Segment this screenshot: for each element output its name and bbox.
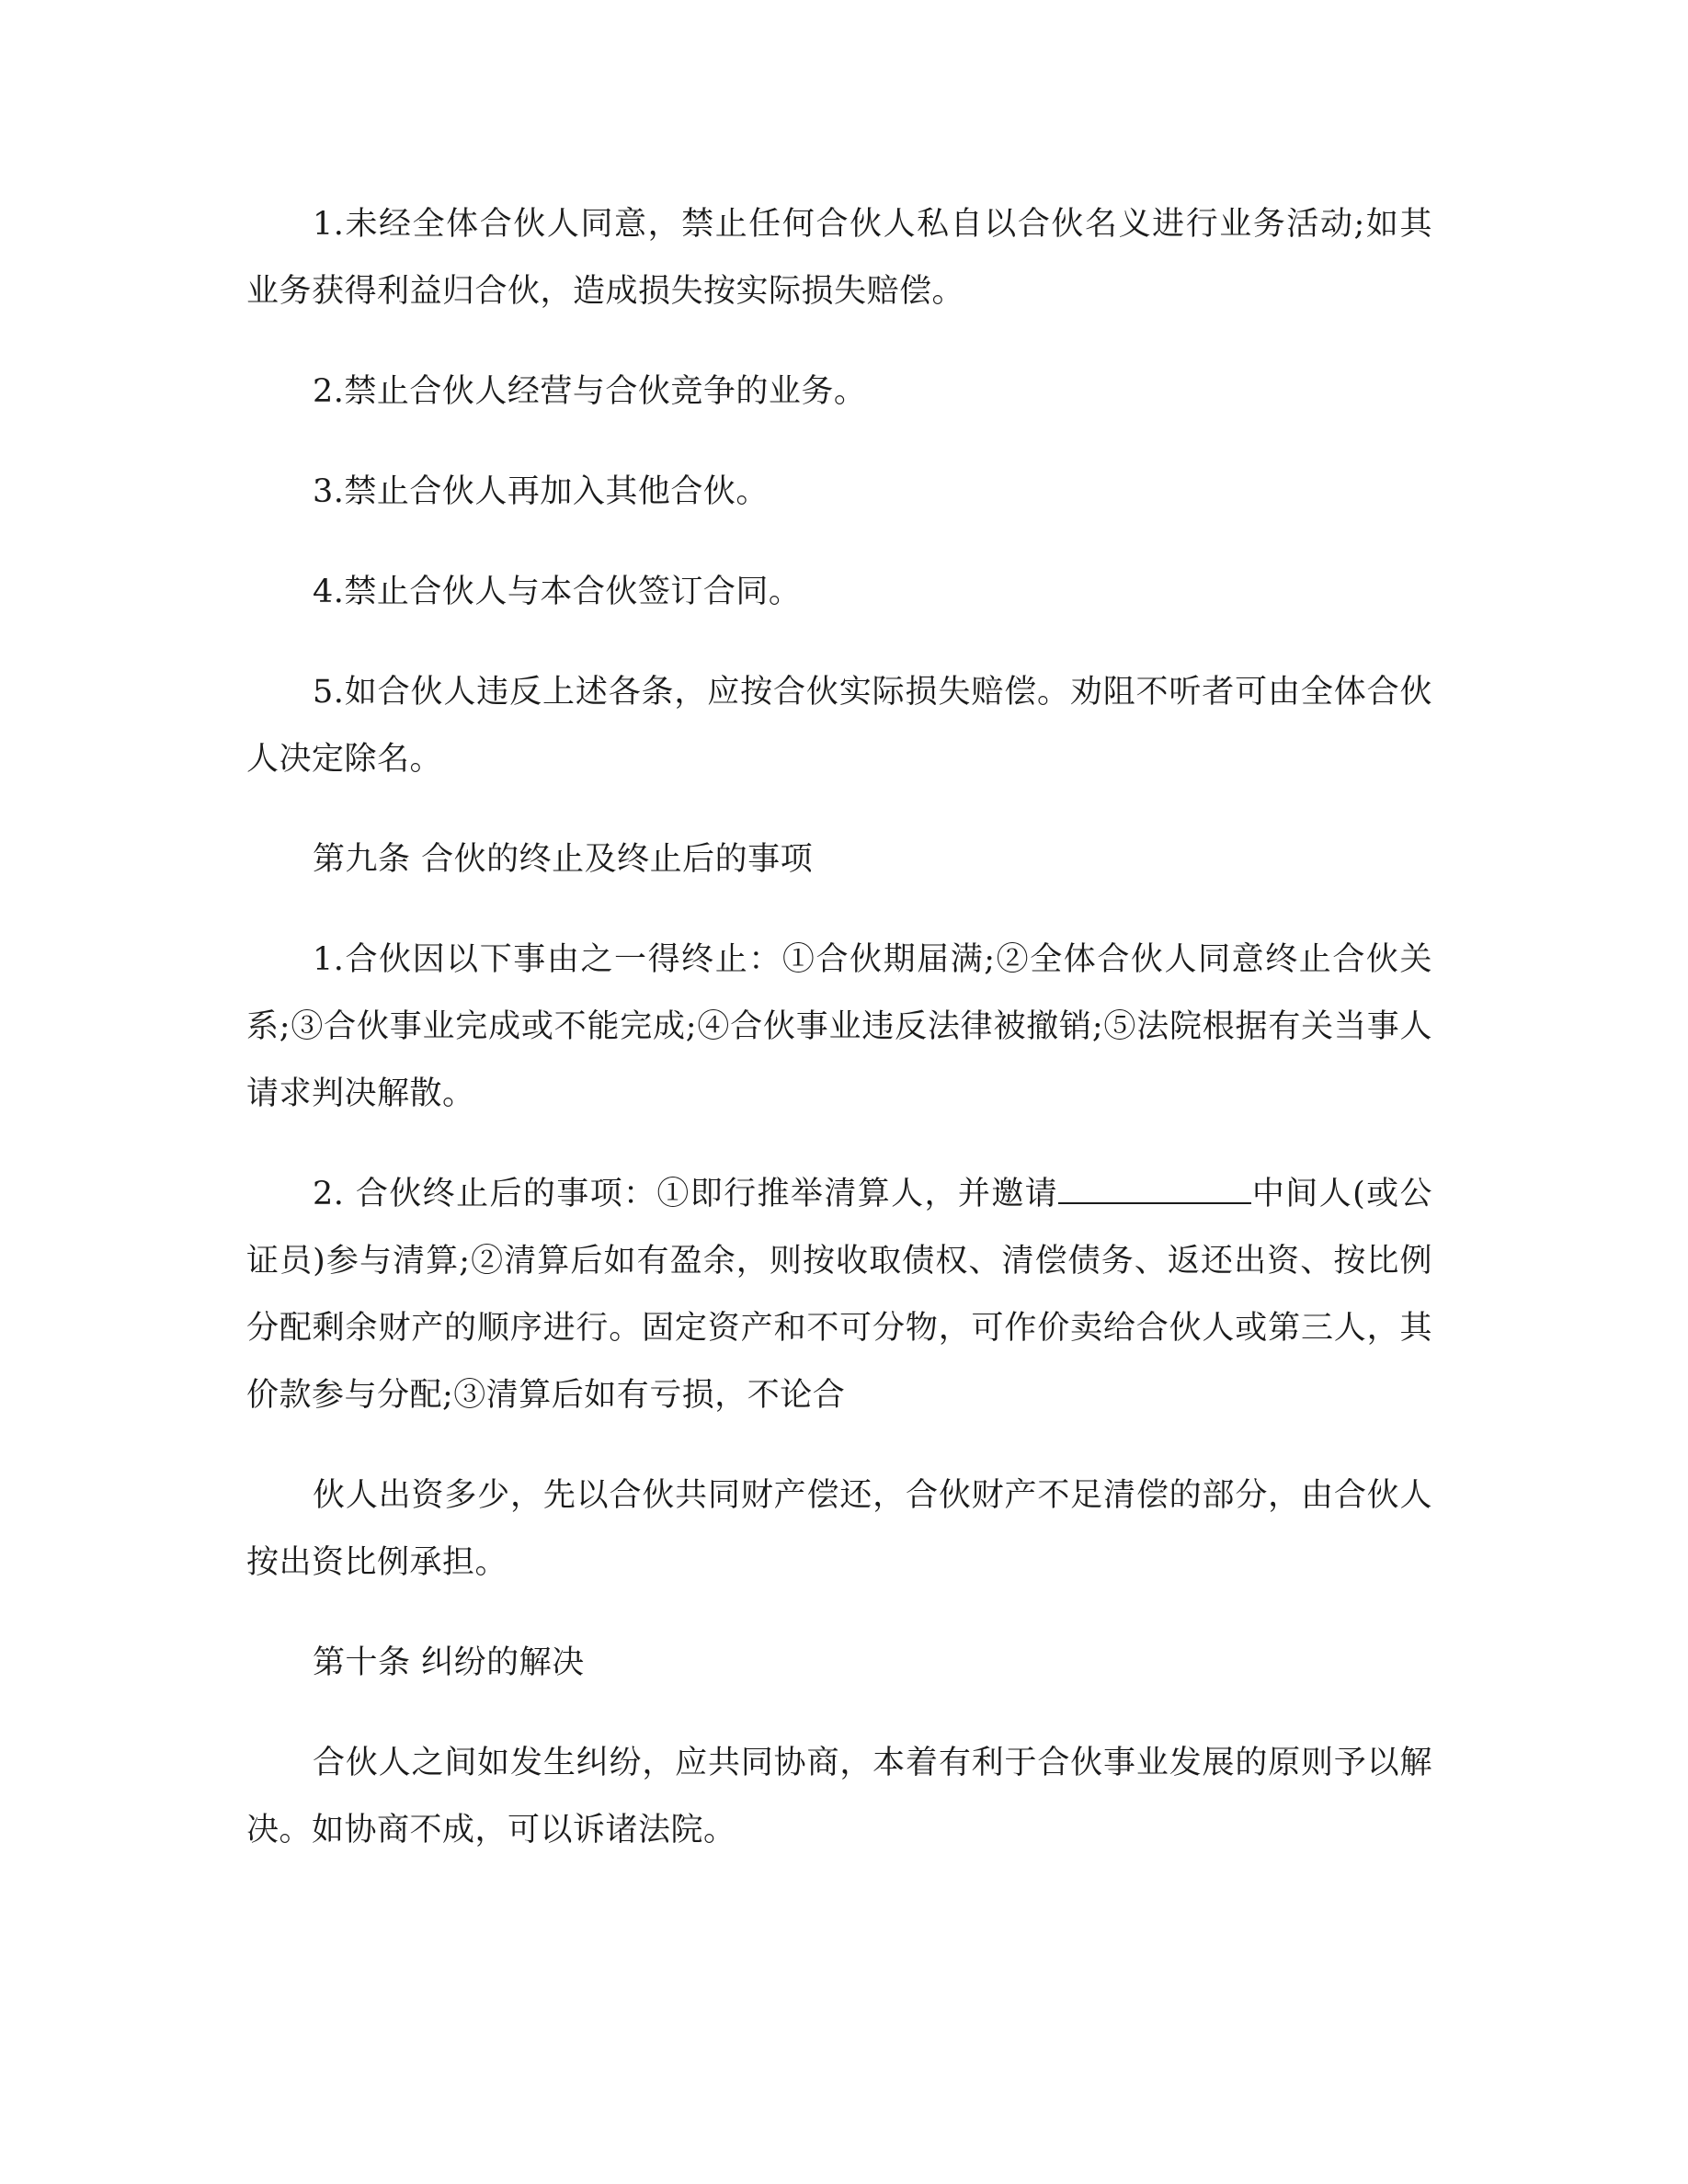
clause-item-2: 2.禁止合伙人经营与合伙竞争的业务。 bbox=[313, 373, 867, 410]
clause-item-3: 3.禁止合伙人再加入其他合伙。 bbox=[313, 473, 769, 510]
article-9-item-2 bbox=[246, 1161, 1432, 1429]
clause-item-5: 5.如合伙人违反上述各条，应按合伙实际损失赔偿。劝阻不听者可由全体合伙人决定除名。 bbox=[246, 674, 1432, 778]
document-body bbox=[246, 191, 1432, 1897]
article-9-item-1: 1.合伙因以下事由之一得终止：①合伙期届满;②全体合伙人同意终止合伙关系;③合伙事业完成或不能完成;④合伙事业违反法律被撤销;⑤法院根据有关当事人请求判决解散。 bbox=[246, 941, 1432, 1112]
clause-item-1: 1.未经全体合伙人同意，禁止任何合伙人私自以合伙名义进行业务活动;如其业务获得利益归合伙，造成损失按实际损失赔偿。 bbox=[246, 206, 1432, 310]
article-10-heading: 第十条 纠纷的解决 bbox=[313, 1644, 585, 1681]
article-10-text: 合伙人之间如发生纠纷，应共同协商，本着有利于合伙事业发展的原则予以解决。如协商不成，可以诉诸法院。 bbox=[246, 1745, 1432, 1848]
fill-in-blank bbox=[1058, 1175, 1251, 1204]
article-9-item-2-text-after: 中间人(或公证员)参与清算;②清算后如有盈余，则按收取债权、清偿债务、返还出资、按比例分配剩余财产的顺序进行。固定资产和不可分物，可作价卖给合伙人或第三人，其价款参与分配;③清算后如有亏损，不论合 bbox=[246, 1176, 1433, 1414]
clause-item-4: 4.禁止合伙人与本合伙签订合同。 bbox=[313, 574, 802, 610]
article-9-item-2-continued: 伙人出资多少，先以合伙共同财产偿还，合伙财产不足清偿的部分，由合伙人按出资比例承担。 bbox=[246, 1477, 1432, 1581]
article-9-item-2-text-before: 2. 合伙终止后的事项：①即行推举清算人，并邀请 bbox=[313, 1176, 1059, 1212]
article-9-heading: 第九条 合伙的终止及终止后的事项 bbox=[313, 841, 814, 878]
